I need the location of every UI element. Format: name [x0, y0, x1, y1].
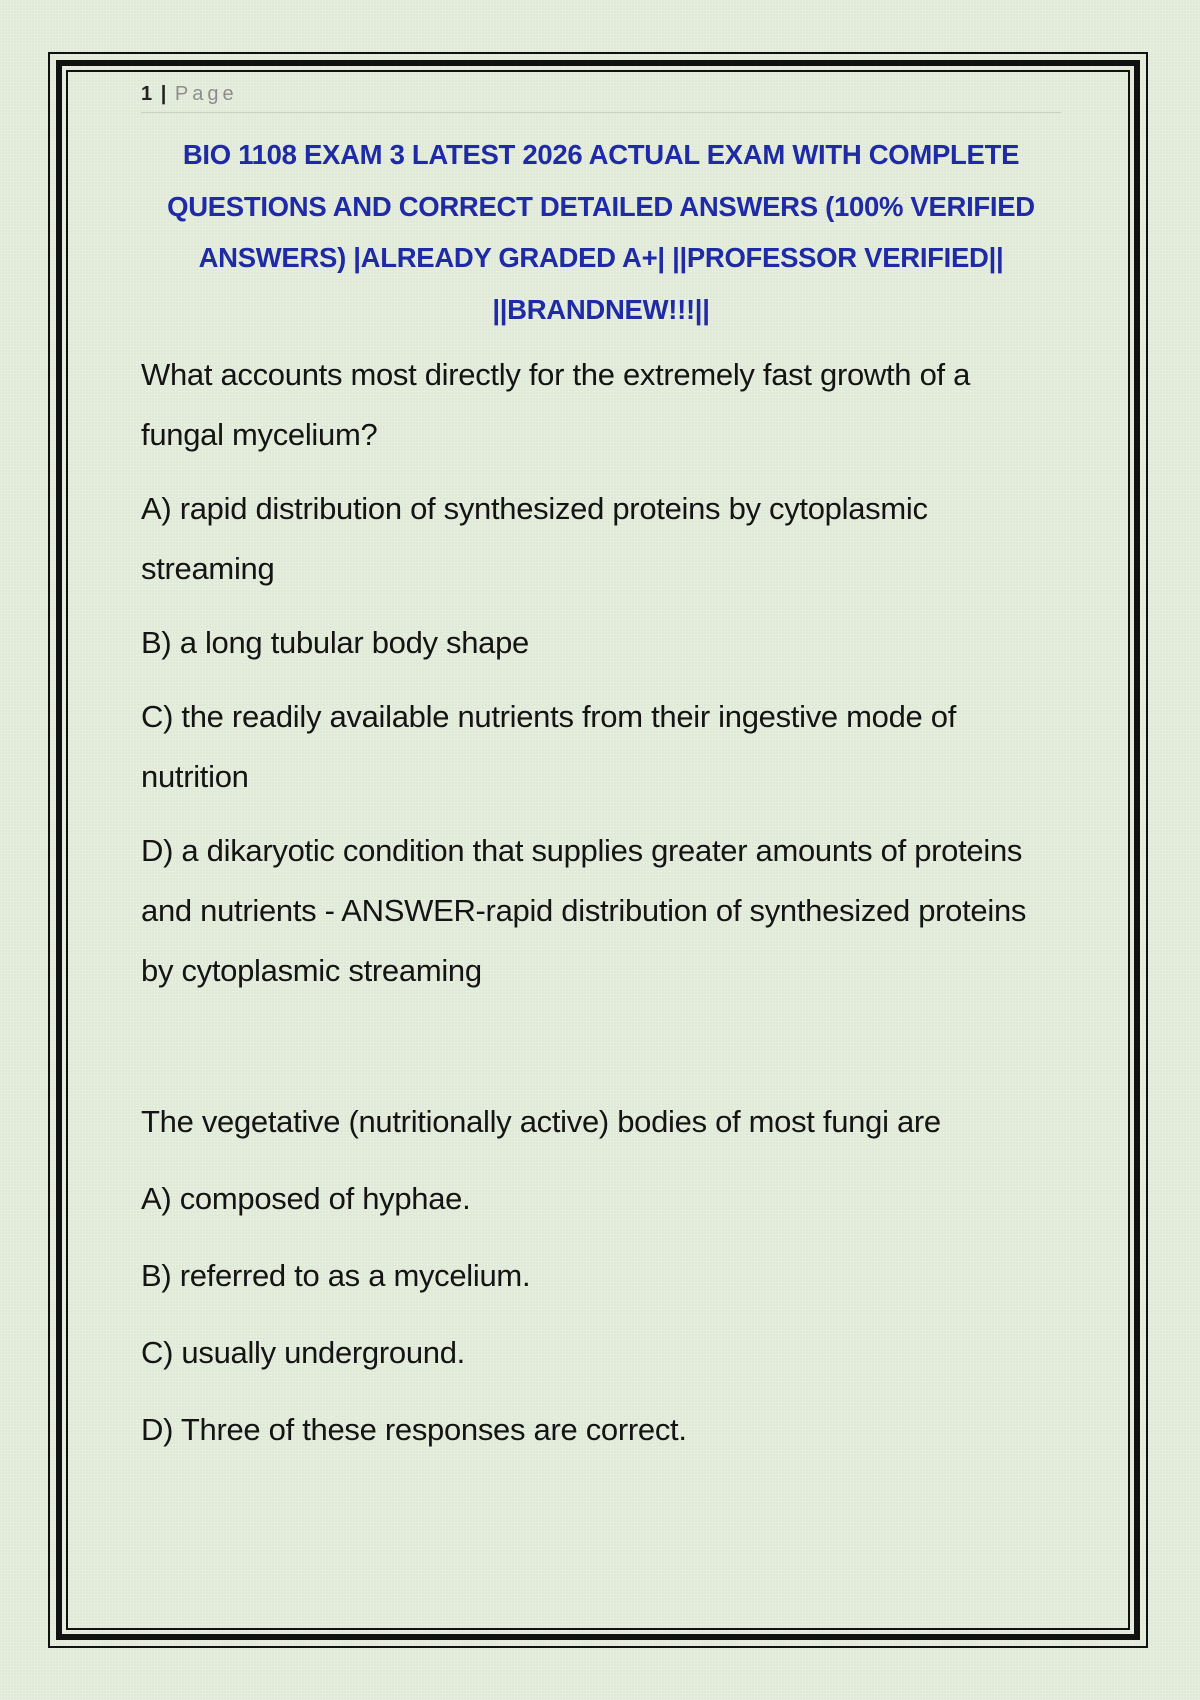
page-header-separator: |	[160, 83, 167, 105]
page-header	[141, 78, 1061, 113]
answer-option-c: C) the readily available nutrients from their ingestive mode of nutrition	[141, 699, 957, 794]
answer-option-b: B) a long tubular body shape	[141, 625, 529, 660]
document-title: BIO 1108 EXAM 3 LATEST 2026 ACTUAL EXAM WITH COMPLETE QUESTIONS AND CORRECT DETAILED ANSWERS (100% VERIFIED ANSWERS) |ALREADY GRADED A+| ||PROFESSOR VERIFIED|| ||BRANDNEW!!!||	[167, 139, 1035, 325]
page-content	[141, 78, 1061, 1477]
answer-option-c: C) usually underground.	[141, 1335, 465, 1370]
question-text: The vegetative (nutritionally active) bodies of most fungi are	[141, 1104, 941, 1139]
answer-option-d: D) Three of these responses are correct.	[141, 1412, 687, 1447]
answer-option-a: A) rapid distribution of synthesized proteins by cytoplasmic streaming	[141, 491, 928, 586]
page-number: 1	[141, 83, 153, 105]
page-label: Page	[174, 83, 238, 105]
answer-option-d: D) a dikaryotic condition that supplies greater amounts of proteins and nutrients - ANSWER-rapid distribution of synthesized proteins by cytoplasmic streaming	[141, 833, 1027, 988]
question-block-2	[141, 1092, 1061, 1460]
question-text: What accounts most directly for the extremely fast growth of a fungal mycelium?	[141, 357, 971, 452]
answer-option-b: B) referred to as a mycelium.	[141, 1258, 531, 1293]
answer-option-a: A) composed of hyphae.	[141, 1181, 471, 1216]
question-block-1	[141, 345, 1061, 1001]
